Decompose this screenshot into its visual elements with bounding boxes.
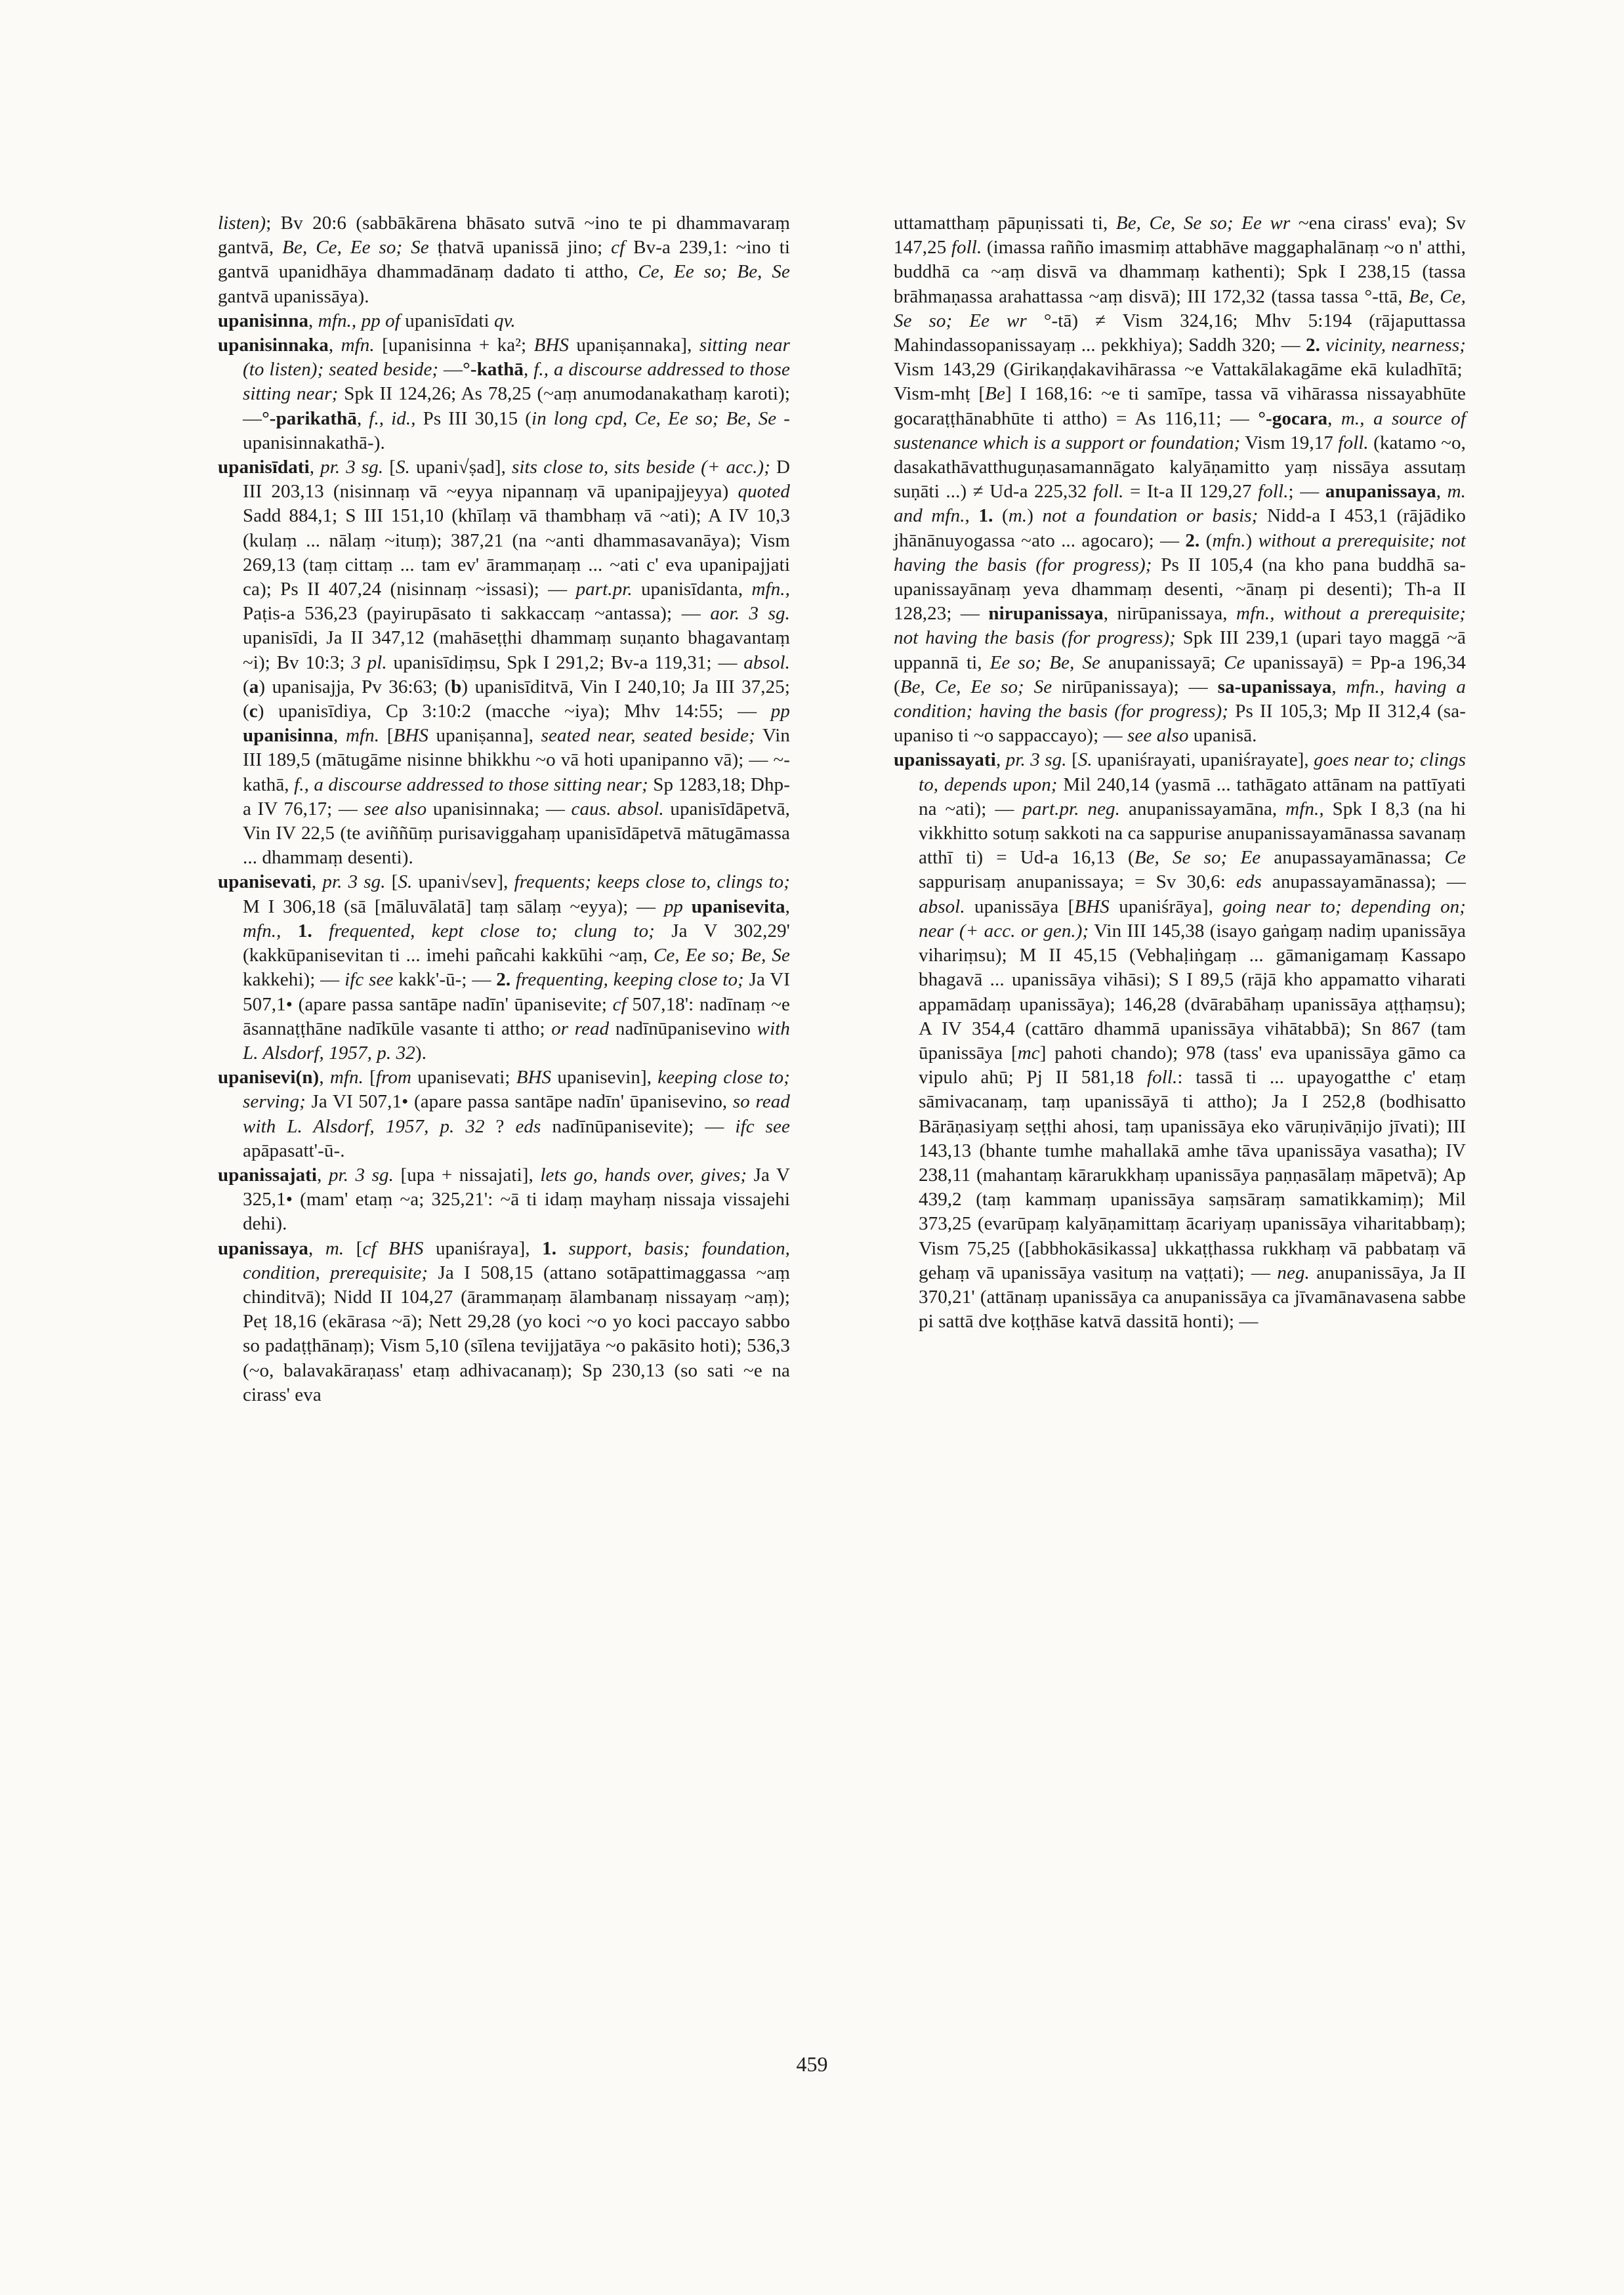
text-segment: upaniṣanna],	[428, 725, 541, 747]
text-segment: going near to; depending on; near (+ acc. or gen.);	[919, 896, 1467, 941]
text-segment: ).	[415, 1042, 427, 1064]
text-segment: eds	[1236, 871, 1262, 893]
text-segment: upanisevi(n)	[218, 1067, 320, 1088]
text-segment: ,	[995, 749, 1006, 771]
text-segment: Vin III 145,38 (isayo gaṅgaṃ nadiṃ upanissāya vihariṃsu); M II 45,15 (Vebhaḷiṅgaṃ ... gāmanigamaṃ Kassapo bhagavā ... upanissāya vihāsi); S I 89,5 (rājā kho appamatto viharati appamādaṃ upanissāya); 146,28 (dvārabāhaṃ upanissāya aṭṭhaṃsu); A IV 354,4 (cattāro dhammā upanissāya vihātabbā); Sn 867 (tam ūpanissāya [	[919, 920, 1466, 1064]
text-segment: Ce, Ee so; Be, Se	[638, 261, 791, 283]
text-segment: nadīnūpanisevite); —	[541, 1115, 736, 1137]
text-segment: lets go, hands over, gives;	[540, 1164, 747, 1186]
text-segment: upani√ṣad],	[409, 457, 512, 478]
text-segment: pr. 3 sg.	[322, 871, 386, 893]
text-segment: upanisevati	[218, 871, 312, 893]
text-segment: , nirūpanissaya,	[1103, 603, 1237, 625]
text-segment: upanisīdati	[400, 310, 494, 331]
text-segment: : tassā ti ... upayogatthe c' etaṃ sāmivacanaṃ, taṃ upanissāyā ti attho); Ja I 252,8 (bodhisatto Bārāṇasiyaṃ seṭṭhi ahosi, taṃ upanissāya eko vāruṇivāṇijo jīvati); III 143,13 (bhante tumhe mahallakā amhe tāva upanissāya vasatha); IV 238,11 (mahantaṃ kārarukkhaṃ upanissāya paṇṇasālaṃ māpetvā); Ap 439,2 (taṃ kammaṃ upanissāya saṃsāraṃ samatikkamiṃ); Mil 373,25 (evarūpaṃ kalyāṇamittaṃ ācariyaṃ upanissāya viharitabbaṃ); Vism 75,25 ([abbhokāsikassa] ukkaṭṭhassa rukkhaṃ vā pabbataṃ vā gehaṃ vā upanissāya vasituṃ na vaṭṭati); —	[919, 1067, 1466, 1283]
text-segment: upanissaya	[218, 1237, 309, 1259]
text-segment: Ps II 105,3; Mp II 312,4 (sa-upaniso ti ~o sappaccayo); —	[894, 701, 1467, 747]
text-segment: pp	[663, 896, 684, 917]
text-segment: 507,18': nadīnaṃ ~e āsannaṭṭhāne nadīkūle vasante ti attho;	[243, 993, 791, 1039]
text-segment: upanisinna	[218, 310, 309, 331]
text-segment: vicinity, nearness;	[1320, 335, 1466, 356]
text-segment: upanisīdāpetvā, Vin IV 22,5 (te aviññūṃ purisaviggahaṃ upanisīdāpetvā mātugāmassa ... dhammaṃ desenti).	[243, 798, 791, 869]
text-segment: c	[249, 701, 258, 722]
page-number: 459	[796, 2052, 828, 2076]
text-segment: (	[243, 676, 249, 697]
text-segment: m. and mfn.,	[894, 481, 1467, 527]
text-segment: 2.	[1306, 335, 1320, 356]
text-segment: ,	[356, 407, 369, 429]
text-segment: S.	[395, 457, 410, 478]
text-segment: upaniśrāya],	[1109, 896, 1223, 917]
text-segment: Ja V 325,1• (mam' etaṃ ~a; 325,21': ~ā ti idaṃ mayhaṃ nissaja vissajehi dehi).	[243, 1164, 791, 1235]
text-segment: kakk'-ū-; —	[393, 969, 497, 991]
entry-upanisevi-n	[218, 1065, 790, 1163]
text-segment: (	[1199, 529, 1213, 551]
text-segment: —	[438, 359, 463, 381]
text-segment: Be, Ce, Ee so; Se	[900, 676, 1052, 697]
text-segment: ,	[309, 457, 321, 478]
text-segment: upanisīdi, Ja II 347,12 (mahāseṭṭhi dhammaṃ suṇanto bhagavantaṃ ~i); Bv 10:3;	[243, 627, 790, 673]
text-segment: ṭhatvā upanissā jino;	[428, 237, 612, 258]
text-segment: eds	[515, 1115, 541, 1137]
text-segment: anupanissayā;	[1100, 651, 1224, 673]
text-segment: 1.	[542, 1237, 557, 1259]
text-segment: m.	[1008, 505, 1028, 527]
text-segment: upanissajati	[218, 1164, 318, 1186]
text-segment: ,	[1436, 481, 1447, 503]
text-segment: sappurisaṃ anupanissaya; = Sv 30,6:	[919, 871, 1236, 893]
text-segment: f., a discourse addressed to those sitting near;	[243, 359, 790, 405]
entry-upanisidati	[218, 455, 790, 870]
text-segment: anupanissāya, Ja II 370,21' (attānaṃ upanissāya ca anupanissāya ca jīvamānavasena sabbe pi sattā dve koṭṭhāse katvā dassitā honti); —	[919, 1262, 1466, 1333]
text-segment: f., id.,	[369, 407, 416, 429]
entry-upanissajati	[218, 1163, 790, 1237]
text-segment: upanissayā) = Pp-a 196,34 (	[894, 651, 1467, 697]
text-segment: ?	[484, 1115, 516, 1137]
text-segment: [	[1066, 749, 1078, 771]
text-segment: Ce	[1224, 651, 1245, 673]
text-segment: [	[363, 1067, 376, 1088]
text-segment: upani√sev],	[412, 871, 514, 893]
text-segment: ,	[319, 1067, 330, 1088]
text-segment: M I 306,18 (sā [māluvālatā] taṃ sālaṃ ~eyya); —	[243, 896, 664, 917]
text-segment: (katamo ~o, dasakathāvatthuguṇasamannāgato kalyāṇamitto yaṃ nissāya assutaṃ suṇāti ...) ≠ Ud-a 225,32	[894, 432, 1467, 503]
text-segment: mfn., without a prerequisite; not having the basis (for progress);	[894, 603, 1466, 649]
text-segment: Vism 143,29 (Girikaṇḍakavihārassa ~e Vattakālakagāme ekā kuladhītā; Vism-mhṭ [	[894, 359, 1463, 405]
text-segment: seated near, seated beside;	[541, 725, 755, 747]
text-segment: Ja I 508,15 (attano sotāpattimaggassa ~aṃ chinditvā); Nidd II 104,27 (ārammaṇaṃ ālambanaṃ nissayaṃ ~aṃ); Peṭ 18,16 (ekārasa ~ā); Nett 29,28 (yo koci ~o yo koci paccayo sabbo so padaṭṭhānaṃ); Vism 5,10 (sīlena tevijjatāya ~o pakāsito hoti); 536,3 (~o, balavakāraṇass' etaṃ adhivacanaṃ); Sp 230,13 (so sati ~e na cirass' eva	[243, 1262, 790, 1405]
entry-upanisinnaka	[218, 333, 790, 455]
text-segment: ,	[328, 335, 341, 356]
text-segment: [	[385, 871, 398, 893]
text-segment: pr. 3 sg.	[320, 457, 384, 478]
text-segment: cf	[612, 993, 627, 1015]
text-segment: nirūpanissaya); —	[1052, 676, 1218, 697]
text-segment: )	[1027, 505, 1043, 527]
text-segment: pp	[770, 701, 790, 722]
text-segment: [	[379, 725, 394, 747]
text-segment: see also	[1127, 725, 1189, 747]
text-segment: anupanissaya	[1325, 481, 1436, 503]
text-segment: ) upanisīdiya, Cp 3:10:2 (macche ~iya); Mhv 14:55; —	[257, 701, 771, 722]
text-segment: ,	[524, 359, 534, 381]
text-segment: upanisīdati	[218, 457, 310, 478]
right-column	[894, 211, 1466, 1407]
text-segment: goes near to; clings to, depends upon;	[919, 749, 1466, 795]
text-segment: from	[375, 1067, 412, 1088]
text-segment: )	[1245, 529, 1259, 551]
text-segment: not a foundation or basis;	[1042, 505, 1259, 527]
text-segment: upanisinna	[243, 725, 334, 747]
text-segment: ,	[333, 725, 346, 747]
text-segment: Ja V 302,29' (kakkūpanisevitan ti ... imehi pañcahi kakkūhi ~aṃ,	[243, 920, 791, 966]
text-segment: sa-upanissaya	[1217, 676, 1332, 697]
text-segment: Be, Se so; Ee	[1134, 847, 1261, 869]
text-segment: S.	[398, 871, 413, 893]
text-segment: listen)	[218, 213, 266, 234]
text-segment: see also	[364, 798, 427, 819]
text-segment: anupassayamānassa;	[1260, 847, 1445, 869]
text-segment: mfn.,	[243, 920, 281, 941]
text-segment: Sp 1283,18; Dhp-a IV 76,17; —	[243, 774, 790, 819]
text-segment: ifc see	[344, 969, 394, 991]
text-segment: ] I 168,16: ~e ti samīpe, tassa vā vihārassa nissayabhūte gocaraṭṭhānabhūte ti attho) = As 116,11; —	[894, 383, 1466, 429]
text-content	[218, 211, 1466, 1407]
text-segment: frequents; keeps close to, clings to;	[514, 871, 790, 893]
text-segment: Vism 19,17	[1240, 432, 1339, 453]
text-segment: Ps II 105,4 (na kho pana buddhā sa-upanissayānaṃ yeva dhammaṃ desenti, ~ānaṃ pi desenti); Th-a II 128,23; —	[894, 554, 1466, 625]
text-segment: upanissāya [	[965, 896, 1075, 917]
text-segment: aor. 3 sg.	[710, 603, 790, 625]
text-segment: upanisīdanta,	[632, 579, 752, 600]
text-segment: mfn.,	[1285, 798, 1324, 819]
text-segment: part.pr. neg.	[1022, 798, 1120, 819]
text-segment: 1.	[297, 920, 312, 941]
text-segment: upanisinnaka; —	[427, 798, 572, 819]
text-segment: ,	[785, 896, 790, 917]
text-segment: foll.	[1093, 481, 1124, 503]
text-segment: D III 203,13 (nisinnaṃ vā ~eyya nipannaṃ vā upanipajjeyya)	[243, 457, 791, 503]
text-segment: Spk III 239,1 (upari tayo maggā ~ā uppannā ti,	[894, 627, 1466, 673]
text-segment: kakkehi); —	[243, 969, 345, 991]
text-segment: absol.	[919, 896, 965, 917]
text-segment: f., a discourse addressed to those sitting near;	[294, 774, 648, 795]
text-segment: cf BHS	[362, 1237, 424, 1259]
text-segment: ; Bv 20:6 (sabbākārena bhāsato sutvā ~ino te pi dhammavaraṃ gantvā,	[218, 213, 790, 258]
text-segment: Bv-a 239,1: ~ino ti gantvā upanidhāya dhammadānaṃ dadato ti attho,	[218, 237, 791, 283]
text-segment: 3 pl.	[351, 651, 387, 673]
text-segment: so read with L. Alsdorf, 1957, p. 32	[243, 1091, 790, 1137]
text-segment: ifc see	[735, 1115, 790, 1137]
entry-upanissaya-continuation	[894, 211, 1466, 748]
text-segment: upanisevita	[691, 896, 785, 917]
text-segment: Sadd 884,1; S III 151,10 (khīlaṃ vā thambhaṃ vā ~ati); A IV 10,3 (kulaṃ ... nālaṃ ~ituṃ); 387,21 (na ~anti dhammasavanāya); Vism 269,13 (taṃ cittaṃ ... tam ev' ārammaṇaṃ ... ~ati c' eva upanipajjati ca); Ps II 407,24 (nisinnaṃ ~issasi); —	[243, 505, 790, 600]
previous-entry-continuation	[218, 211, 790, 309]
text-segment: 2.	[496, 969, 511, 991]
text-segment: mfn.	[345, 725, 380, 747]
text-segment: °-kathā	[463, 359, 524, 381]
text-segment: Mil 240,14 (yasmā ... tathāgato attānam na pattīyati na ~ati); —	[919, 774, 1466, 819]
text-segment: 1.	[978, 505, 993, 527]
text-segment: keeping close to; serving;	[243, 1067, 791, 1113]
text-segment: ) upanisajja, Pv 36:63; (	[259, 676, 451, 697]
entry-upanisevati	[218, 870, 790, 1065]
text-segment: apāpasatt'-ū-.	[243, 1140, 345, 1161]
text-segment: Be	[985, 383, 1005, 405]
text-segment: Vin III 189,5 (mātugāme nisinne bhikkhu ~o vā hoti upanipanno vā); — ~-kathā,	[243, 725, 791, 795]
text-segment: ,	[1327, 407, 1341, 429]
text-segment: (imassa rañño imasmiṃ attabhāve maggaphalānaṃ ~o n' atthi, buddhā ca ~aṃ disvā va dhammaṃ kathenti); Spk I 238,15 (tassa brāhmaṇassa arahattassa ~aṃ disvā); III 172,32 (tassa tassa °-ttā,	[894, 237, 1467, 307]
text-segment: b	[451, 676, 462, 697]
text-segment: °-tā) ≠ Vism 324,16; Mhv 5:194 (rājaputtassa Mahindassopanissayaṃ ... pekkhiya); Saddh 320; —	[894, 310, 1466, 356]
text-segment: anupassayamānassa); —	[1261, 871, 1466, 893]
text-segment: -upanisinnakathā-).	[243, 407, 791, 453]
text-segment: pr. 3 sg.	[1005, 749, 1067, 771]
text-segment: sits close to, sits beside (+ acc.);	[511, 457, 770, 478]
text-segment: absol.	[743, 651, 790, 673]
text-segment: upanissayati	[894, 749, 996, 771]
text-segment: uttamatthaṃ pāpuṇissati ti,	[894, 213, 1116, 234]
entry-upanisinna	[218, 309, 790, 333]
text-segment: caus. absol.	[571, 798, 664, 819]
text-segment: BHS	[516, 1067, 552, 1088]
text-segment: or read	[551, 1018, 610, 1039]
text-segment: nadīnūpanisevino	[609, 1018, 757, 1039]
text-segment: cf	[611, 237, 625, 258]
left-column	[218, 211, 790, 1407]
text-segment: Ja VI 507,1• (apare passa santāpe nadīn' ūpanisevino,	[305, 1091, 733, 1113]
text-segment: a	[249, 676, 259, 697]
text-segment: ,	[1331, 676, 1346, 697]
text-segment	[281, 920, 298, 941]
text-segment: [upa + nissajati],	[393, 1164, 541, 1186]
text-segment: Ee so; Be, Se	[989, 651, 1101, 673]
entry-upanissaya	[218, 1237, 790, 1407]
text-segment: upaniśrayati, upaniśrayate],	[1092, 749, 1314, 771]
text-segment: anupanissayamāna,	[1120, 798, 1286, 819]
text-segment: ,	[308, 310, 318, 331]
text-segment: [upanisinna + ka²;	[374, 335, 534, 356]
text-segment: 2.	[1185, 529, 1200, 551]
text-segment: Nidd-a I 453,1 (rājādiko jhānānuyogassa ~ato ... agocaro); —	[894, 505, 1467, 551]
text-segment: Ce	[1444, 847, 1466, 869]
text-segment: mfn., having a condition; having the basis (for progress);	[894, 676, 1466, 722]
text-segment: foll.	[951, 237, 982, 258]
text-segment: ,	[308, 1237, 325, 1259]
text-segment: upanisīdiṃsu, Spk I 291,2; Bv-a 119,31; —	[386, 651, 744, 673]
text-segment: with L. Alsdorf, 1957, p. 32	[243, 1018, 790, 1064]
text-segment: Spk II 124,26; As 78,25 (~aṃ anumodanakathaṃ karoti); —	[243, 383, 790, 429]
text-segment: mfn., pp of	[318, 310, 400, 331]
text-segment: = It-a II 129,27	[1123, 481, 1259, 503]
text-segment: gantvā upanissāya).	[218, 285, 369, 307]
text-segment: Ps III 30,15 (	[415, 407, 532, 429]
text-segment: [	[383, 457, 396, 478]
text-segment: Be, Ce, Ee so; Se	[282, 237, 429, 258]
text-segment: Ja VI 507,1• (apare passa santāpe nadīn' ūpanisevite;	[243, 969, 790, 1015]
text-segment: mfn.,	[751, 579, 790, 600]
text-segment: upaniśraya],	[423, 1237, 543, 1259]
text-segment: ~ena cirass' eva); Sv 147,25	[894, 213, 1466, 258]
text-segment: ] pahoti chando); 978 (tass' eva upanissāya gāmo ca vipulo ahū; Pj II 581,18	[919, 1042, 1466, 1088]
text-segment: in long cpd, Ce, Ee so; Be, Se	[531, 407, 777, 429]
text-segment: BHS	[393, 725, 428, 747]
text-segment: Spk I 8,3 (na hi vikkhitto sotuṃ sakkoti na ca sappurise anupanissayamānassa savanaṃ atthī ti) = Ud-a 16,13 (	[919, 798, 1466, 869]
text-segment: ; —	[1288, 481, 1325, 503]
text-segment	[683, 896, 692, 917]
text-segment: [	[344, 1237, 363, 1259]
text-segment: mfn.	[329, 1067, 364, 1088]
text-segment: frequented, kept close to; clung to;	[312, 920, 655, 941]
text-segment: mfn.	[1212, 529, 1246, 551]
text-segment: Ce, Ee so; Be, Se	[653, 945, 790, 966]
text-segment: Be, Ce, Se so; Ee wr	[1115, 213, 1291, 234]
text-segment: S.	[1077, 749, 1093, 771]
text-segment: qv.	[493, 310, 516, 331]
text-segment: °-parikathā	[262, 407, 357, 429]
text-segment: quoted	[738, 481, 790, 503]
text-segment: Be, Ce, Se so; Ee wr	[894, 285, 1466, 331]
text-segment: without a prerequisite; not having the basis (for progress);	[894, 529, 1466, 575]
text-segment: upanisinnaka	[218, 335, 329, 356]
text-segment: mfn.	[341, 335, 375, 356]
text-segment: mc	[1017, 1042, 1040, 1064]
text-segment: °-gocara	[1258, 407, 1328, 429]
text-segment: BHS	[1074, 896, 1110, 917]
text-segment: support, basis; foundation, condition, prerequisite;	[243, 1237, 791, 1283]
text-segment: Paṭis-a 536,23 (payirupāsato ti sakkaccaṃ ~antassa); —	[243, 603, 711, 625]
text-segment: neg.	[1277, 1262, 1310, 1283]
text-segment: upanisevati;	[411, 1067, 516, 1088]
text-segment: nirupanissaya	[988, 603, 1104, 625]
text-segment: foll.	[1338, 432, 1369, 453]
text-segment: upanisevin],	[551, 1067, 658, 1088]
text-segment: upanisā.	[1188, 725, 1257, 747]
text-segment: m., a source of sustenance which is a support or foundation;	[894, 407, 1466, 453]
text-segment: ,	[317, 1164, 329, 1186]
text-segment: foll.	[1146, 1067, 1178, 1088]
text-segment: ) upanisīditvā, Vin I 240,10; Ja III 37,25; (	[243, 676, 790, 722]
text-segment: sitting near (to listen); seated beside;	[243, 335, 791, 381]
text-segment: part.pr.	[575, 579, 633, 600]
text-segment: (	[993, 505, 1009, 527]
entry-upanissayati	[894, 748, 1466, 1334]
text-segment: pr. 3 sg.	[328, 1164, 394, 1186]
text-segment: m.	[325, 1237, 344, 1259]
text-segment	[970, 505, 979, 526]
text-segment: foll.	[1258, 481, 1289, 503]
text-segment: frequenting, keeping close to;	[510, 969, 744, 991]
text-segment: ,	[311, 871, 323, 893]
text-segment: upaniṣannaka],	[569, 335, 699, 356]
text-segment: BHS	[533, 335, 570, 356]
